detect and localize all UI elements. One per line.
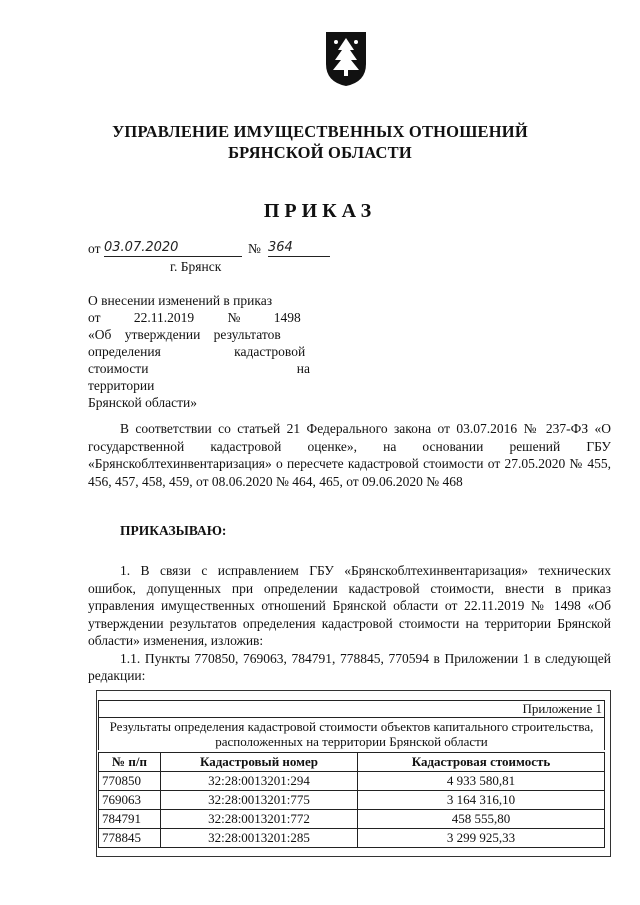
table-row [99,791,605,810]
appendix-title: Результаты определения кадастровой стоимости объектов капитального строительства, расположенных на территории Брянской области [99,717,604,750]
item1-paragraph [88,562,611,685]
cadastral-value-cell: 4 933 580,81 [358,772,605,791]
table-header-row [99,753,605,772]
number-prefix: № [248,241,261,256]
city: г. Брянск [170,259,222,274]
appendix-header [98,700,605,750]
table-row [99,829,605,848]
coat-of-arms-emblem [324,30,368,88]
organization-name-line2: БРЯНСКОЙ ОБЛАСТИ [228,143,412,162]
cadastral-value-cell: 3 164 316,10 [358,791,605,810]
item1-1-text: 1.1. Пункты 770850, 769063, 784791, 778845, 770594 в Приложении 1 в следующей редакции: [88,650,611,683]
organization-name-line1: УПРАВЛЕНИЕ ИМУЩЕСТВЕННЫХ ОТНОШЕНИЙ [112,122,528,141]
cadastral-table [98,752,605,848]
order-word: ПРИКАЗЫВАЮ: [120,523,227,538]
table-row [99,810,605,829]
column-header: Кадастровый номер [161,753,358,772]
date-value: 03.07.2020 [104,240,242,257]
preamble-paragraph [88,420,611,490]
item1-text: 1. В связи с исправлением ГБУ «Брянскоблтехинвентаризация» технических ошибок, допущенных при определении кадастровой стоимости, внести в приказ управления имущественных отношений Брянской области от 22.11.2019 № 1498 «Об утверждении результатов определения кадастровой стоимости на территории Брянской области» изменения, изложив: [88,563,611,648]
column-header: № п/п [99,753,161,772]
subject-block [88,292,310,411]
table-row [99,772,605,791]
number-value: 364 [268,240,330,257]
cadastral-number-cell: 32:28:0013201:772 [161,810,358,829]
subject-line: определения кадастровой [88,344,306,359]
cadastral-number-cell: 32:28:0013201:285 [161,829,358,848]
subject-line: Брянской области» [88,395,198,410]
subject-line: от 22.11.2019 № 1498 [88,310,301,325]
subject-line: «Об утверждении результатов [88,327,281,342]
preamble-text: В соответствии со статьей 21 Федерального закона от 03.07.2016 № 237-ФЗ «О государственной кадастровой оценке», на основании решений ГБУ «Брянскоблтехинвентаризация» о пересчете кадастровой стоимости от 27.05.2020 № 455, 456, 457, 458, 459, от 08.06.2020 № 464, 465, от 09.06.2020 № 468 [88,421,611,489]
appendix-label: Приложение 1 [522,701,602,716]
subject-line: стоимости на территории [88,361,310,393]
cadastral-number-cell: 32:28:0013201:775 [161,791,358,810]
document-type-title: ПРИКАЗ [263,200,377,222]
column-header: Кадастровая стоимость [358,753,605,772]
date-prefix: от [88,241,101,256]
cadastral-number-cell: 32:28:0013201:294 [161,772,358,791]
cadastral-value-cell: 3 299 925,33 [358,829,605,848]
row-number-cell: 769063 [99,791,161,810]
row-number-cell: 778845 [99,829,161,848]
subject-line: О внесении изменений в приказ [88,293,273,308]
row-number-cell: 784791 [99,810,161,829]
cadastral-value-cell: 458 555,80 [358,810,605,829]
row-number-cell: 770850 [99,772,161,791]
